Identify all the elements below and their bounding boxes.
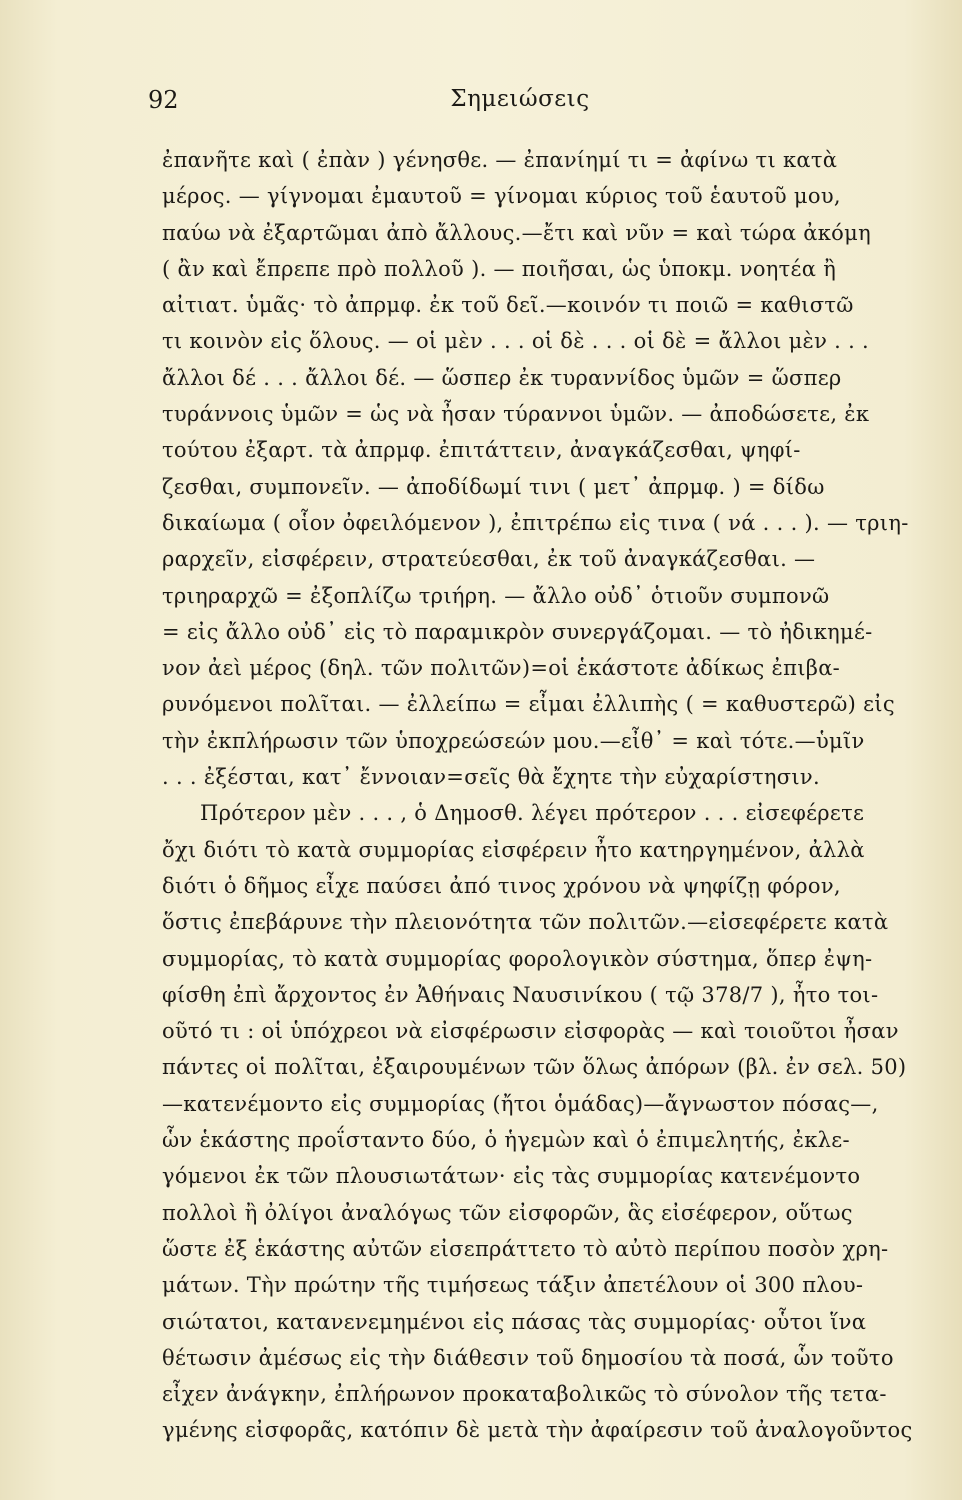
text-line: σιώτατοι, κατανενεμημένοι εἰς πάσας τὰς συμμορίας· οὗτοι ἵνα	[162, 1309, 867, 1334]
text-line: ραρχεῖν, εἰσφέρειν, στρατεύεσθαι, ἐκ τοῦ ἀναγκάζεσθαι. —	[162, 547, 816, 572]
text-line: νον ἀεὶ μέρος (δηλ. τῶν πολιτῶν)=οἱ ἑκάστοτε ἀδίκως ἐπιβα-	[162, 656, 841, 681]
text-line: τούτου ἐξαρτ. τὰ ἀπρμφ. ἐπιτάττειν, ἀναγκάζεσθαι, ψηφί-	[162, 438, 801, 463]
text-line: ζεσθαι, συμπονεῖν. — ἀποδίδωμί τινι ( μετ᾽ ἀπρμφ. ) = δίδω	[162, 474, 825, 499]
text-line: —κατενέμοντο εἰς συμμορίας (ἤτοι ὁμάδας)—ἄγνωστον πόσας—,	[162, 1091, 879, 1116]
text-line: ὥστε ἐξ ἑκάστης αὐτῶν εἰσεπράττετο τὸ αὐτὸ περίπου ποσὸν χρη-	[162, 1236, 889, 1261]
text-line: ( ἂν καὶ ἔπρεπε πρὸ πολλοῦ ). — ποιῆσαι, ὡς ὑποκμ. νοητέα ἢ	[162, 256, 837, 281]
text-line: θέτωσιν ἀμέσως εἰς τὴν διάθεσιν τοῦ δημοσίου τὰ ποσά, ὧν τοῦτο	[162, 1345, 894, 1370]
text-line: αἰτιατ. ὑμᾶς· τὸ ἀπρμφ. ἐκ τοῦ δεῖ.—κοινόν τι ποιῶ = καθιστῶ	[162, 293, 854, 318]
text-line: πάντες οἱ πολῖται, ἐξαιρουμένων τῶν ὅλως ἀπόρων (βλ. ἐν σελ. 50)	[162, 1055, 907, 1080]
text-line: συμμορίας, τὸ κατὰ συμμορίας φορολογικὸν σύστημα, ὅπερ ἐψη-	[162, 946, 873, 971]
text-line: μάτων. Τὴν πρώτην τῆς τιμήσεως τάξιν ἀπετέλουν οἱ 300 πλου-	[162, 1273, 864, 1298]
text-line: γόμενοι ἐκ τῶν πλουσιωτάτων· εἰς τὰς συμμορίας κατενέμοντο	[162, 1164, 861, 1189]
text-line: πολλοὶ ἢ ὀλίγοι ἀναλόγως τῶν εἰσφορῶν, ἃς εἰσέφερον, οὕτως	[162, 1200, 853, 1225]
text-line: διότι ὁ δῆμος εἶχε παύσει ἀπό τινος χρόνου νὰ ψηφίζῃ φόρον,	[162, 873, 841, 898]
text-line: ὅστις ἐπεβάρυνε τὴν πλειονότητα τῶν πολιτῶν.—εἰσεφέρετε κατὰ	[162, 910, 889, 935]
text-line: ἄλλοι δέ . . . ἄλλοι δέ. — ὥσπερ ἐκ τυραννίδος ὑμῶν = ὥσπερ	[162, 365, 842, 390]
text-line: δικαίωμα ( οἷον ὀφειλόμενον ), ἐπιτρέπω εἰς τινα ( νά . . . ). — τριη-	[162, 510, 909, 535]
page-header	[140, 86, 900, 120]
running-head: Σημειώσεις	[450, 86, 590, 112]
text-line: τι κοινὸν εἰς ὅλους. — οἱ μὲν . . . οἱ δὲ . . . οἱ δὲ = ἄλλοι μὲν . . .	[162, 329, 870, 354]
text-line: ὄχι διότι τὸ κατὰ συμμορίας εἰσφέρειν ἦτο κατηργημένον, ἀλλὰ	[162, 837, 865, 862]
text-line: μέρος. — γίγνομαι ἐμαυτοῦ = γίνομαι κύριος τοῦ ἑαυτοῦ μου,	[162, 184, 841, 209]
text-line: Πρότερον μὲν . . . , ὁ Δημοσθ. λέγει πρότερον . . . εἰσεφέρετε	[200, 801, 865, 826]
text-line: τυράννοις ὑμῶν = ὡς νὰ ἦσαν τύραννοι ὑμῶν. — ἀποδώσετε, ἐκ	[162, 402, 870, 427]
text-line: τριηραρχῶ = ἐξοπλίζω τριήρη. — ἄλλο οὐδ᾽ ὁτιοῦν συμπονῶ	[162, 583, 830, 608]
text-line: οῦτό τι : οἱ ὑπόχρεοι νὰ εἰσφέρωσιν εἰσφορὰς — καὶ τοιοῦτοι ἦσαν	[162, 1019, 899, 1044]
text-line: = εἰς ἄλλο οὐδ᾽ εἰς τὸ παραμικρὸν συνεργάζομαι. — τὸ ἠδικημέ-	[162, 619, 873, 644]
page-number: 92	[148, 86, 179, 114]
text-line: παύω νὰ ἐξαρτῶμαι ἀπὸ ἄλλους.—ἔτι καὶ νῦν = καὶ τώρα ἀκόμη	[162, 220, 871, 245]
text-line: ἐπανῆτε καὶ ( ἐπὰν ) γένησθε. — ἐπανίημί τι = ἀφίνω τι κατὰ	[162, 148, 838, 172]
text-line: ρυνόμενοι πολῖται. — ἐλλείπω = εἶμαι ἐλλιπὴς ( = καθυστερῶ) εἰς	[162, 692, 895, 717]
text-line: γμένης εἰσφορᾶς, κατόπιν δὲ μετὰ τὴν ἀφαίρεσιν τοῦ ἀναλογοῦντος	[162, 1418, 913, 1443]
text-line: ὧν ἑκάστης προΐσταντο δύο, ὁ ἡγεμὼν καὶ ὁ ἐπιμελητής, ἐκλε-	[162, 1128, 850, 1153]
text-line: φίσθη ἐπὶ ἄρχοντος ἐν Ἀθήναις Ναυσινίκου ( τῷ 378/7 ), ἦτο τοι-	[162, 982, 879, 1007]
body-text	[162, 142, 930, 1449]
text-line: εἶχεν ἀνάγκην, ἐπλήρωνον προκαταβολικῶς τὸ σύνολον τῆς τετα-	[162, 1382, 887, 1407]
text-line: τὴν ἐκπλήρωσιν τῶν ὑποχρεώσεών μου.—εἶθ᾽ = καὶ τότε.—ὑμῖν	[162, 728, 865, 753]
text-line: . . . ἐξέσται, κατ᾽ ἔννοιαν=σεῖς θὰ ἔχητε τὴν εὐχαρίστησιν.	[162, 765, 820, 790]
